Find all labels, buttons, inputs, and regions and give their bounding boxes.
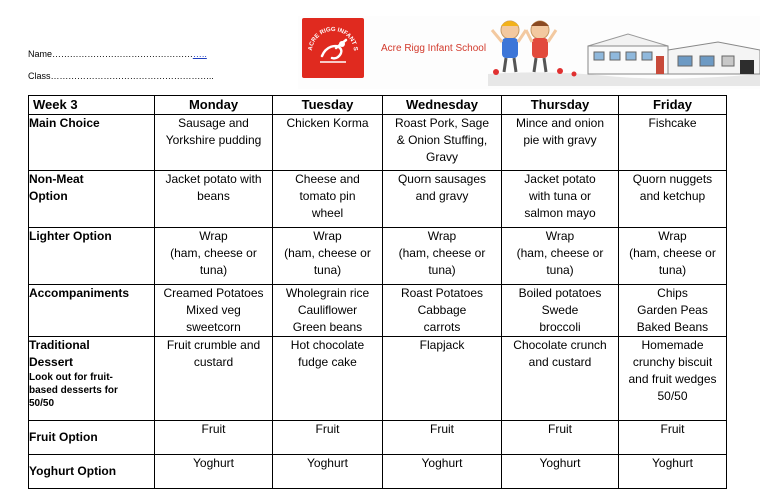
row-label bbox=[29, 228, 155, 285]
menu-cell bbox=[619, 115, 727, 171]
class-field[interactable] bbox=[28, 71, 214, 81]
menu-cell bbox=[273, 171, 383, 228]
menu-cell-text: Fruit bbox=[548, 422, 572, 436]
menu-cell-text: Flapjack bbox=[419, 338, 465, 352]
table-row bbox=[29, 455, 727, 489]
week-label: Week 3 bbox=[29, 96, 155, 115]
menu-cell-text: Fruit bbox=[660, 422, 685, 436]
class-label: Class bbox=[28, 71, 51, 81]
menu-cell bbox=[502, 285, 619, 337]
menu-cell bbox=[155, 171, 273, 228]
name-label: Name bbox=[28, 49, 53, 59]
menu-cell bbox=[619, 455, 727, 489]
name-dots-blue: ….. bbox=[192, 49, 207, 59]
table-row bbox=[29, 285, 727, 337]
logo-text: ACRE RIGG INFANT S bbox=[307, 26, 359, 52]
row-label-text: Yoghurt Option bbox=[29, 464, 117, 478]
row-label-text: Main Choice bbox=[29, 116, 100, 130]
menu-cell-text: Fruit bbox=[201, 422, 226, 436]
school-banner bbox=[298, 16, 760, 89]
menu-cell bbox=[273, 455, 383, 489]
menu-cell bbox=[383, 171, 502, 228]
menu-cell bbox=[383, 228, 502, 285]
banner-illustration bbox=[488, 16, 760, 86]
menu-cell bbox=[273, 228, 383, 285]
menu-cell-text: Wrap (ham, cheese or tuna) bbox=[398, 229, 486, 277]
row-label bbox=[29, 285, 155, 337]
menu-cell bbox=[155, 115, 273, 171]
menu-cell bbox=[383, 455, 502, 489]
menu-cell-text: Creamed Potatoes Mixed veg sweetcorn bbox=[163, 286, 264, 334]
menu-cell bbox=[383, 421, 502, 455]
menu-cell bbox=[619, 228, 727, 285]
day-header: Thursday bbox=[502, 96, 619, 115]
menu-cell bbox=[383, 337, 502, 421]
menu-cell-text: Yoghurt bbox=[193, 456, 234, 470]
row-label-text: Accompaniments bbox=[29, 286, 130, 300]
row-note: Look out for fruit- based desserts for 50/50 bbox=[29, 372, 118, 409]
menu-cell bbox=[273, 115, 383, 171]
row-label-text: Non-Meat Option bbox=[29, 172, 84, 203]
menu-cell bbox=[155, 337, 273, 421]
name-dots: ………………………………………… bbox=[52, 49, 193, 59]
menu-cell bbox=[273, 421, 383, 455]
row-label-text: Traditional Dessert bbox=[29, 338, 90, 369]
menu-cell bbox=[155, 228, 273, 285]
table-row bbox=[29, 337, 727, 421]
menu-cell-text: Wrap (ham, cheese or tuna) bbox=[516, 229, 604, 277]
menu-cell-text: Wrap (ham, cheese or tuna) bbox=[284, 229, 371, 277]
menu-cell-text: Fruit crumble and custard bbox=[166, 338, 261, 369]
menu-cell-text: Jacket potato with tuna or salmon mayo bbox=[524, 172, 596, 220]
menu-cell bbox=[502, 421, 619, 455]
menu-cell-text: Yoghurt bbox=[307, 456, 348, 470]
menu-cell-text: Chips Garden Peas Baked Beans bbox=[636, 286, 709, 334]
menu-cell-text: Hot chocolate fudge cake bbox=[290, 338, 365, 369]
menu-cell bbox=[383, 115, 502, 171]
day-header: Tuesday bbox=[273, 96, 383, 115]
menu-cell bbox=[273, 337, 383, 421]
menu-cell-text: Homemade crunchy biscuit and fruit wedges 50/50 bbox=[628, 338, 717, 403]
day-header: Friday bbox=[619, 96, 727, 115]
menu-cell-text: Cheese and tomato pin wheel bbox=[295, 172, 360, 220]
menu-cell bbox=[619, 285, 727, 337]
name-field[interactable] bbox=[28, 49, 207, 59]
menu-cell-text: Yoghurt bbox=[421, 456, 463, 470]
menu-cell-text: Yoghurt bbox=[652, 456, 693, 470]
menu-cell bbox=[619, 421, 727, 455]
row-label bbox=[29, 421, 155, 455]
row-label-text: Lighter Option bbox=[29, 229, 112, 243]
row-label bbox=[29, 455, 155, 489]
row-label-text: Fruit Option bbox=[29, 430, 98, 444]
day-header: Monday bbox=[155, 96, 273, 115]
menu-cell bbox=[502, 455, 619, 489]
menu-cell bbox=[383, 285, 502, 337]
menu-cell bbox=[502, 337, 619, 421]
menu-cell bbox=[619, 171, 727, 228]
menu-cell-text: Mince and onion pie with gravy bbox=[515, 116, 605, 147]
menu-cell bbox=[619, 337, 727, 421]
menu-cell-text: Jacket potato with beans bbox=[165, 172, 262, 203]
row-label bbox=[29, 115, 155, 171]
menu-cell-text: Roast Pork, Sage & Onion Stuffing, Gravy bbox=[394, 116, 490, 164]
menu-cell bbox=[155, 421, 273, 455]
table-row bbox=[29, 115, 727, 171]
menu-cell bbox=[155, 455, 273, 489]
menu-cell-text: Wrap (ham, cheese or tuna) bbox=[170, 229, 257, 277]
row-label bbox=[29, 171, 155, 228]
menu-cell bbox=[502, 171, 619, 228]
menu-cell-text: Wrap (ham, cheese or tuna) bbox=[629, 229, 716, 277]
header-row bbox=[29, 96, 727, 115]
menu-cell-text: Fruit bbox=[430, 422, 454, 436]
school-logo bbox=[302, 18, 364, 78]
menu-cell-text: Fruit bbox=[315, 422, 340, 436]
menu-cell bbox=[273, 285, 383, 337]
menu-cell-text: Quorn nuggets and ketchup bbox=[632, 172, 713, 203]
menu-cell-text: Yoghurt bbox=[539, 456, 581, 470]
menu-cell-text: Roast Potatoes Cabbage carrots bbox=[400, 286, 484, 334]
row-label bbox=[29, 337, 155, 421]
menu-table bbox=[28, 95, 727, 489]
menu-cell-text: Wholegrain rice Cauliflower Green beans bbox=[285, 286, 370, 334]
menu-cell bbox=[502, 228, 619, 285]
menu-cell-text: Chocolate crunch and custard bbox=[513, 338, 607, 369]
menu-cell-text: Sausage and Yorkshire pudding bbox=[165, 116, 262, 147]
class-dots: ……………………………………………….. bbox=[50, 71, 214, 81]
table-row bbox=[29, 421, 727, 455]
menu-cell bbox=[155, 285, 273, 337]
table-row bbox=[29, 171, 727, 228]
table-row bbox=[29, 228, 727, 285]
day-header: Wednesday bbox=[383, 96, 502, 115]
menu-cell-text: Chicken Korma bbox=[286, 116, 369, 130]
menu-cell-text: Fishcake bbox=[648, 116, 697, 130]
menu-cell bbox=[502, 115, 619, 171]
school-name: Acre Rigg Infant School bbox=[381, 43, 487, 54]
menu-cell-text: Quorn sausages and gravy bbox=[397, 172, 487, 203]
menu-cell-text: Boiled potatoes Swede broccoli bbox=[518, 286, 602, 334]
